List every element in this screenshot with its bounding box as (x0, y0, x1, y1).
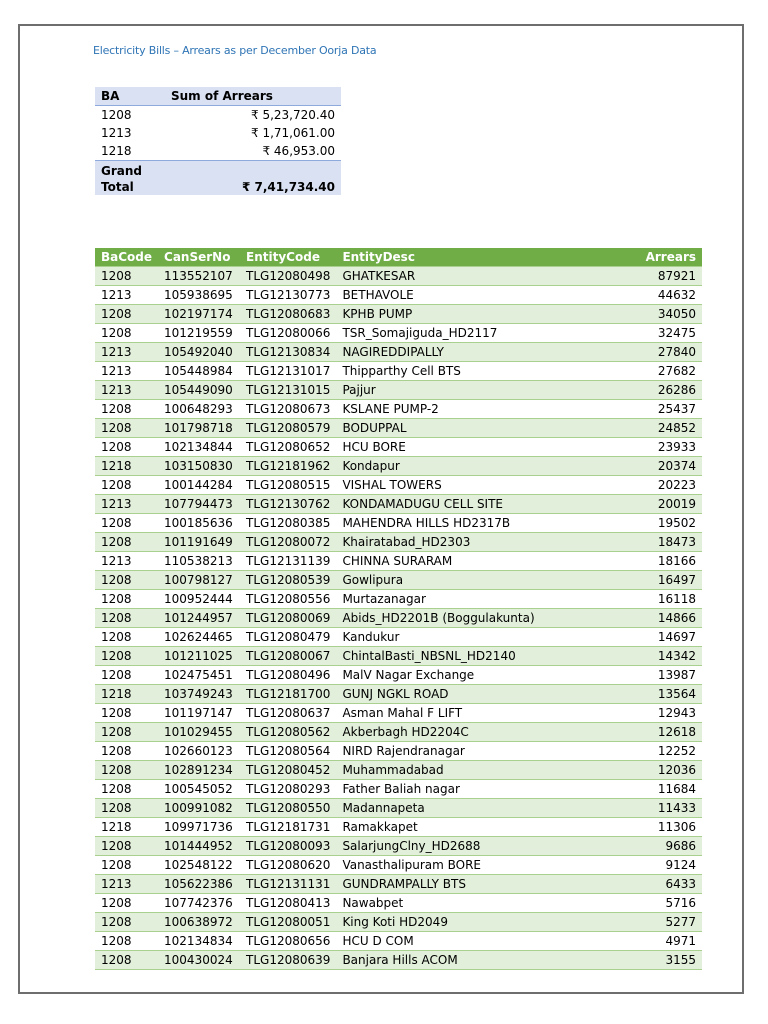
entitycode-cell: TLG12080385 (246, 515, 331, 530)
table-row (95, 286, 702, 305)
bacode-cell: 1208 (101, 515, 132, 530)
bacode-cell: 1208 (101, 610, 132, 625)
table-row (95, 856, 702, 875)
table-row (95, 362, 702, 381)
canserno-cell: 101029455 (164, 724, 233, 739)
bacode-cell: 1208 (101, 914, 132, 929)
arrears-cell: 5716 (665, 895, 696, 910)
table-row (95, 514, 702, 533)
entitydesc-cell: Muhammadabad (342, 762, 444, 777)
table-row (95, 438, 702, 457)
bacode-cell: 1208 (101, 534, 132, 549)
summary-header-sum: Sum of Arrears (157, 87, 341, 106)
arrears-summary-table (95, 87, 341, 195)
canserno-cell: 102548122 (164, 857, 233, 872)
entitydesc-cell: KSLANE PUMP-2 (342, 401, 439, 416)
table-row (95, 495, 702, 514)
table-row (95, 609, 702, 628)
table-row (95, 571, 702, 590)
entitydesc-cell: CHINNA SURARAM (342, 553, 453, 568)
table-row (95, 381, 702, 400)
arrears-cell: 4971 (665, 933, 696, 948)
table-row (95, 324, 702, 343)
bacode-cell: 1208 (101, 420, 132, 435)
arrears-cell: 11306 (657, 819, 696, 834)
entitycode-cell: TLG12080556 (246, 591, 331, 606)
entitydesc-cell: VISHAL TOWERS (342, 477, 442, 492)
grand-total-label-line1: Grand (101, 164, 142, 178)
bacode-cell: 1213 (101, 344, 132, 359)
grand-total-label-line2: Total (101, 180, 134, 194)
bacode-cell: 1208 (101, 800, 132, 815)
bacode-cell: 1208 (101, 724, 132, 739)
entitydesc-cell: NIRD Rajendranagar (342, 743, 465, 758)
arrears-cell: 3155 (665, 952, 696, 967)
canserno-cell: 101219559 (164, 325, 233, 340)
entitycode-cell: TLG12080093 (246, 838, 331, 853)
bacode-cell: 1208 (101, 591, 132, 606)
table-row (95, 742, 702, 761)
entitydesc-cell: King Koti HD2049 (342, 914, 448, 929)
header-bacode: BaCode (101, 249, 153, 264)
table-row (95, 723, 702, 742)
canserno-cell: 100798127 (164, 572, 233, 587)
canserno-cell: 102475451 (164, 667, 233, 682)
entitycode-cell: TLG12080067 (246, 648, 331, 663)
arrears-cell: 14342 (657, 648, 696, 663)
bacode-cell: 1208 (101, 781, 132, 796)
summary-header-ba: BA (95, 87, 157, 106)
table-row (95, 666, 702, 685)
entitycode-cell: TLG12130762 (246, 496, 331, 511)
entitycode-cell: TLG12131015 (246, 382, 331, 397)
entitycode-cell: TLG12080579 (246, 420, 331, 435)
arrears-cell: 87921 (657, 268, 696, 283)
arrears-cell: 32475 (657, 325, 696, 340)
detail-body (95, 267, 702, 970)
entitycode-cell: TLG12080051 (246, 914, 331, 929)
entitycode-cell: TLG12080515 (246, 477, 331, 492)
entitycode-cell: TLG12080539 (246, 572, 331, 587)
canserno-cell: 102660123 (164, 743, 233, 758)
entitydesc-cell: Madannapeta (342, 800, 425, 815)
canserno-cell: 100185636 (164, 515, 233, 530)
summary-sum-cell: ₹ 5,23,720.40 (251, 108, 335, 122)
entitydesc-cell: Khairatabad_HD2303 (342, 534, 471, 549)
header-canserno: CanSerNo (164, 249, 231, 264)
entitycode-cell: TLG12080656 (246, 933, 331, 948)
table-row (95, 419, 702, 438)
arrears-cell: 9686 (665, 838, 696, 853)
canserno-cell: 100952444 (164, 591, 233, 606)
entitycode-cell: TLG12080637 (246, 705, 331, 720)
entitydesc-cell: GUNJ NGKL ROAD (342, 686, 449, 701)
canserno-cell: 102891234 (164, 762, 233, 777)
summary-sum-cell: ₹ 1,71,061.00 (251, 126, 335, 140)
bacode-cell: 1208 (101, 648, 132, 663)
arrears-cell: 18166 (657, 553, 696, 568)
canserno-cell: 103749243 (164, 686, 233, 701)
entitycode-cell: TLG12080452 (246, 762, 331, 777)
table-row (95, 875, 702, 894)
canserno-cell: 102134834 (164, 933, 233, 948)
entitycode-cell: TLG12080496 (246, 667, 331, 682)
canserno-cell: 100648293 (164, 401, 233, 416)
entitydesc-cell: Gowlipura (342, 572, 404, 587)
table-row (95, 704, 702, 723)
canserno-cell: 105492040 (164, 344, 233, 359)
entitydesc-cell: Pajjur (342, 382, 376, 397)
arrears-cell: 26286 (657, 382, 696, 397)
document-title: Electricity Bills – Arrears as per December Oorja Data (93, 44, 377, 57)
arrears-cell: 24852 (657, 420, 696, 435)
grand-total-label (95, 161, 157, 196)
summary-ba-cell: 1208 (101, 108, 132, 122)
arrears-cell: 27682 (657, 363, 696, 378)
table-row (95, 533, 702, 552)
header-entitydesc: EntityDesc (342, 249, 415, 264)
bacode-cell: 1213 (101, 496, 132, 511)
entitycode-cell: TLG12080683 (246, 306, 331, 321)
arrears-cell: 14866 (657, 610, 696, 625)
summary-sum-cell: ₹ 46,953.00 (262, 144, 335, 158)
entitydesc-cell: GHATKESAR (342, 268, 416, 283)
entitydesc-cell: HCU D COM (342, 933, 414, 948)
table-row (95, 628, 702, 647)
detail-header-row (95, 248, 702, 267)
arrears-cell: 34050 (657, 306, 696, 321)
bacode-cell: 1208 (101, 952, 132, 967)
entitycode-cell: TLG12130834 (246, 344, 331, 359)
table-row (95, 780, 702, 799)
canserno-cell: 107794473 (164, 496, 233, 511)
canserno-cell: 101444952 (164, 838, 233, 853)
bacode-cell: 1208 (101, 401, 132, 416)
entitydesc-cell: KONDAMADUGU CELL SITE (342, 496, 504, 511)
entitycode-cell: TLG12131139 (246, 553, 331, 568)
bacode-cell: 1208 (101, 705, 132, 720)
entitydesc-cell: Asman Mahal F LIFT (342, 705, 463, 720)
entitycode-cell: TLG12080562 (246, 724, 331, 739)
bacode-cell: 1208 (101, 743, 132, 758)
canserno-cell: 105622386 (164, 876, 233, 891)
canserno-cell: 101191649 (164, 534, 233, 549)
arrears-cell: 11684 (657, 781, 696, 796)
summary-ba-cell: 1213 (101, 126, 132, 140)
entitycode-cell: TLG12080066 (246, 325, 331, 340)
bacode-cell: 1218 (101, 686, 132, 701)
entitycode-cell: TLG12080564 (246, 743, 331, 758)
arrears-detail-table (95, 248, 702, 970)
bacode-cell: 1213 (101, 287, 132, 302)
canserno-cell: 100144284 (164, 477, 233, 492)
entitydesc-cell: Nawabpet (342, 895, 404, 910)
entitydesc-cell: Kondapur (342, 458, 400, 473)
table-row (95, 932, 702, 951)
canserno-cell: 102197174 (164, 306, 233, 321)
arrears-cell: 12036 (657, 762, 696, 777)
arrears-cell: 16497 (657, 572, 696, 587)
header-entitycode: EntityCode (246, 249, 320, 264)
arrears-cell: 16118 (657, 591, 696, 606)
entitycode-cell: TLG12080498 (246, 268, 331, 283)
entitydesc-cell: Thipparthy Cell BTS (342, 363, 461, 378)
table-row (95, 343, 702, 362)
canserno-cell: 110538213 (164, 553, 233, 568)
table-row (95, 590, 702, 609)
canserno-cell: 100638972 (164, 914, 233, 929)
bacode-cell: 1208 (101, 857, 132, 872)
canserno-cell: 107742376 (164, 895, 233, 910)
summary-header-row (95, 87, 341, 106)
entitydesc-cell: BODUPPAL (342, 420, 407, 435)
entitydesc-cell: TSR_Somajiguda_HD2117 (342, 325, 498, 340)
arrears-cell: 5277 (665, 914, 696, 929)
entitycode-cell: TLG12131131 (246, 876, 331, 891)
entitydesc-cell: NAGIREDDIPALLY (342, 344, 444, 359)
entitycode-cell: TLG12181700 (246, 686, 331, 701)
entitydesc-cell: Abids_HD2201B (Boggulakunta) (342, 610, 535, 625)
entitydesc-cell: Akberbagh HD2204C (342, 724, 469, 739)
canserno-cell: 101197147 (164, 705, 233, 720)
table-row (95, 951, 702, 970)
bacode-cell: 1208 (101, 895, 132, 910)
canserno-cell: 100545052 (164, 781, 233, 796)
summary-row (95, 142, 341, 161)
arrears-cell: 12252 (657, 743, 696, 758)
entitydesc-cell: MAHENDRA HILLS HD2317B (342, 515, 511, 530)
canserno-cell: 113552107 (164, 268, 233, 283)
table-row (95, 457, 702, 476)
bacode-cell: 1208 (101, 439, 132, 454)
table-row (95, 913, 702, 932)
bacode-cell: 1208 (101, 572, 132, 587)
entitydesc-cell: ChintalBasti_NBSNL_HD2140 (342, 648, 516, 663)
arrears-cell: 20223 (657, 477, 696, 492)
entitydesc-cell: Murtazanagar (342, 591, 426, 606)
document-page (18, 24, 744, 994)
bacode-cell: 1208 (101, 762, 132, 777)
table-row (95, 647, 702, 666)
bacode-cell: 1208 (101, 268, 132, 283)
entitydesc-cell: Kandukur (342, 629, 400, 644)
entitycode-cell: TLG12080620 (246, 857, 331, 872)
canserno-cell: 101798718 (164, 420, 233, 435)
grand-total-value: ₹ 7,41,734.40 (242, 180, 335, 194)
entitycode-cell: TLG12080479 (246, 629, 331, 644)
summary-row (95, 106, 341, 125)
canserno-cell: 101244957 (164, 610, 233, 625)
table-row (95, 476, 702, 495)
canserno-cell: 101211025 (164, 648, 233, 663)
arrears-cell: 6433 (665, 876, 696, 891)
table-row (95, 400, 702, 419)
arrears-cell: 18473 (657, 534, 696, 549)
entitycode-cell: TLG12080072 (246, 534, 331, 549)
canserno-cell: 105449090 (164, 382, 233, 397)
arrears-cell: 14697 (657, 629, 696, 644)
entitydesc-cell: Banjara Hills ACOM (342, 952, 458, 967)
entitycode-cell: TLG12080639 (246, 952, 331, 967)
arrears-cell: 12943 (657, 705, 696, 720)
table-row (95, 837, 702, 856)
entitydesc-cell: Vanasthalipuram BORE (342, 857, 482, 872)
entitydesc-cell: Ramakkapet (342, 819, 418, 834)
bacode-cell: 1213 (101, 382, 132, 397)
arrears-cell: 23933 (657, 439, 696, 454)
entitycode-cell: TLG12080673 (246, 401, 331, 416)
arrears-cell: 20374 (657, 458, 696, 473)
entitycode-cell: TLG12080293 (246, 781, 331, 796)
arrears-cell: 13564 (657, 686, 696, 701)
table-row (95, 305, 702, 324)
arrears-cell: 25437 (657, 401, 696, 416)
entitydesc-cell: Father Baliah nagar (342, 781, 460, 796)
entitycode-cell: TLG12080069 (246, 610, 331, 625)
arrears-cell: 9124 (665, 857, 696, 872)
table-row (95, 552, 702, 571)
arrears-cell: 27840 (657, 344, 696, 359)
summary-row (95, 124, 341, 142)
table-row (95, 267, 702, 286)
bacode-cell: 1208 (101, 477, 132, 492)
canserno-cell: 102624465 (164, 629, 233, 644)
entitycode-cell: TLG12131017 (246, 363, 331, 378)
arrears-cell: 11433 (657, 800, 696, 815)
canserno-cell: 102134844 (164, 439, 233, 454)
entitycode-cell: TLG12181731 (246, 819, 331, 834)
bacode-cell: 1218 (101, 819, 132, 834)
canserno-cell: 103150830 (164, 458, 233, 473)
bacode-cell: 1208 (101, 838, 132, 853)
bacode-cell: 1208 (101, 667, 132, 682)
arrears-cell: 19502 (657, 515, 696, 530)
entitydesc-cell: GUNDRAMPALLY BTS (342, 876, 466, 891)
entitydesc-cell: BETHAVOLE (342, 287, 414, 302)
bacode-cell: 1218 (101, 458, 132, 473)
arrears-cell: 13987 (657, 667, 696, 682)
bacode-cell: 1213 (101, 876, 132, 891)
header-arrears: Arrears (645, 249, 696, 264)
bacode-cell: 1208 (101, 306, 132, 321)
bacode-cell: 1208 (101, 933, 132, 948)
table-row (95, 818, 702, 837)
summary-body (95, 106, 341, 161)
entitydesc-cell: KPHB PUMP (342, 306, 413, 321)
canserno-cell: 100991082 (164, 800, 233, 815)
canserno-cell: 109971736 (164, 819, 233, 834)
summary-grand-total-row (95, 161, 341, 196)
summary-ba-cell: 1218 (101, 144, 132, 158)
table-row (95, 894, 702, 913)
canserno-cell: 105448984 (164, 363, 233, 378)
entitydesc-cell: HCU BORE (342, 439, 406, 454)
canserno-cell: 100430024 (164, 952, 233, 967)
bacode-cell: 1208 (101, 325, 132, 340)
table-row (95, 685, 702, 704)
entitycode-cell: TLG12130773 (246, 287, 331, 302)
arrears-cell: 44632 (657, 287, 696, 302)
table-row (95, 761, 702, 780)
entitydesc-cell: SalarjungClny_HD2688 (342, 838, 481, 853)
canserno-cell: 105938695 (164, 287, 233, 302)
entitycode-cell: TLG12080550 (246, 800, 331, 815)
entitycode-cell: TLG12080652 (246, 439, 331, 454)
entitycode-cell: TLG12080413 (246, 895, 331, 910)
arrears-cell: 12618 (657, 724, 696, 739)
bacode-cell: 1213 (101, 553, 132, 568)
bacode-cell: 1213 (101, 363, 132, 378)
arrears-cell: 20019 (657, 496, 696, 511)
entitycode-cell: TLG12181962 (246, 458, 331, 473)
entitydesc-cell: MalV Nagar Exchange (342, 667, 475, 682)
table-row (95, 799, 702, 818)
bacode-cell: 1208 (101, 629, 132, 644)
